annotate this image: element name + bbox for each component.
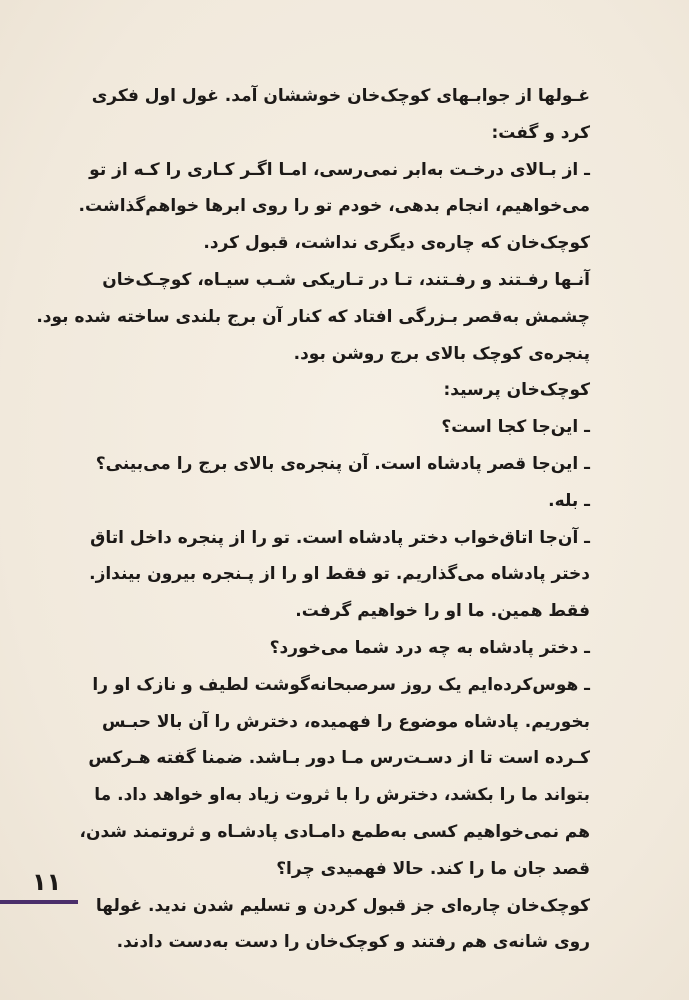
- page-number: ۱۱: [32, 868, 62, 896]
- text-line: غـولها از جوابـهای کوچک‌خان خوششان آمد. غول اول فکری: [91, 86, 590, 106]
- text-line: بتواند ما را بکشد، دخترش را با ثروت زیاد به‌او خواهد داد. ما: [94, 785, 590, 806]
- text-line: ـ هوس‌کرده‌ایم یک روز سرصبحانه‌گوشت لطیف و نازک او را: [92, 674, 590, 695]
- text-line: ـ بله.: [548, 490, 590, 511]
- text-line: آنـها رفـتند و رفـتند، تـا در تـاریکی شـب سیـاه، کوچـک‌خان: [102, 269, 590, 290]
- text-line: کوچک‌خان که چاره‌ی دیگری نداشت، قبول کرد.: [203, 233, 590, 254]
- text-line: ـ این‌جا قصر پادشاه است. آن پنجره‌ی بالای برج را می‌بینی؟: [95, 453, 590, 474]
- text-line: ـ دختر پادشاه به چه درد شما می‌خورد؟: [269, 637, 590, 658]
- text-line: ـ از بـالای درخـت به‌ابر نمی‌رسی، امـا اگـر کـاری را کـه از تو: [89, 159, 590, 180]
- text-line: چشمش به‌قصر بـزرگی افتاد که کنار آن برج بلندی ساخته شده بود.: [36, 306, 590, 327]
- text-line: قصد جان ما را کند. حالا فهمیدی چرا؟: [276, 858, 590, 879]
- text-line: کـرده است تا از دسـت‌رس مـا دور بـاشد. ضمنا گفته هـرکس: [88, 748, 590, 769]
- text-line: کوچک‌خان چاره‌ای جز قبول کردن و تسلیم شدن ندید. غولها: [95, 895, 590, 916]
- text-line: کرد و گفت:: [491, 122, 590, 143]
- text-line: هم نمی‌خواهیم کسی به‌طمع دامـادی پادشـاه و ثروتمند شدن،: [79, 821, 590, 842]
- text-line: فقط همین. ما او را خواهیم گرفت.: [295, 601, 590, 622]
- text-line: روی شانه‌ی هم رفتند و کوچک‌خان را دست به‌دست دادند.: [116, 932, 590, 953]
- text-line: ـ این‌جا کجا است؟: [441, 417, 590, 438]
- page-number-rule: [0, 900, 78, 904]
- text-line: پنجره‌ی کوچک بالای برج روشن بود.: [293, 343, 590, 364]
- text-line: می‌خواهیم، انجام بدهی، خودم تو را روی ابرها خواهم‌گذاشت.: [78, 196, 590, 217]
- text-line: ـ آن‌جا اتاق‌خواب دختر پادشاه است. تو را از پنجره داخل اتاق: [90, 527, 590, 548]
- text-line: بخوریم. پادشاه موضوع را فهمیده، دخترش را آن بالا حبـس: [101, 711, 590, 732]
- text-line: کوچک‌خان پرسید:: [443, 380, 590, 401]
- text-line: دختر پادشاه می‌گذاریم. تو فقط او را از پـنجره بیرون بینداز.: [89, 564, 590, 585]
